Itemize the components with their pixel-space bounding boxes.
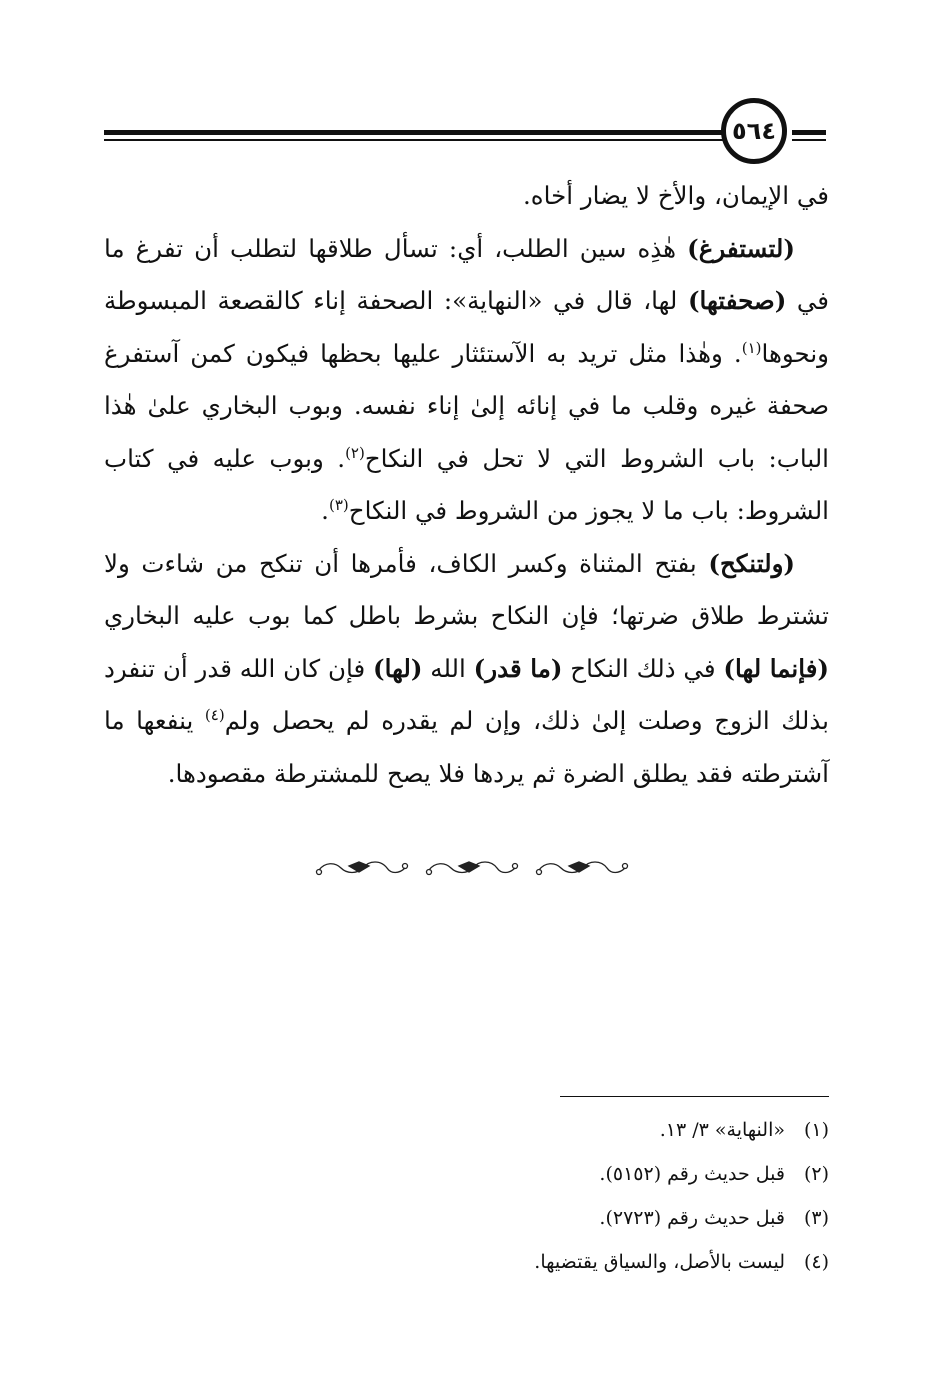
text-run: الله bbox=[422, 653, 474, 683]
paragraph bbox=[104, 538, 829, 801]
footnote-reference: (٣) bbox=[328, 495, 349, 514]
text-run: فإن كان الله قدر أن تنفرد بذلك الزوج وصلت إلىٰ ذلك، وإن لم يقدره لم يحصل ولم bbox=[104, 653, 829, 735]
paragraph bbox=[104, 223, 829, 538]
paragraph bbox=[104, 170, 829, 223]
header-rule-thick bbox=[104, 130, 729, 135]
bold-term: (صحفتها) bbox=[687, 286, 787, 315]
header-rule-thin bbox=[104, 139, 729, 141]
footnote-text: قبل حديث رقم (٥١٥٢). bbox=[599, 1163, 785, 1185]
text-run: بفتح المثناة وكسر الكاف، فأمرها أن تنكح من شاءت ولا تشترط طلاق ضرتها؛ فإن النكاح بشرط باطل كما بوب عليه البخاري bbox=[104, 548, 829, 630]
footnote-number: (٤) bbox=[803, 1251, 829, 1273]
page-number: ٥٦٤ bbox=[721, 98, 787, 164]
text-run: . وهٰذا مثل تريد به الآستئثار عليها بحظها فيكون كمن آستفرغ صحفة غيره وقلب ما في إنائه إلىٰ إناء نفسه. وبوب البخاري علىٰ هٰذا الباب: باب الشروط التي لا تحل في النكاح bbox=[104, 338, 829, 473]
footnote bbox=[300, 1152, 829, 1196]
footnote-reference: (٤) bbox=[204, 705, 225, 724]
footnote bbox=[300, 1108, 829, 1152]
bold-term: (ولتنكح) bbox=[708, 548, 795, 578]
footnote-number: (٣) bbox=[803, 1207, 829, 1229]
text-run: ينفعها ما آشترطته فقد يطلق الضرة ثم يردها فلا يصح للمشترطة مقصودها. bbox=[104, 706, 829, 788]
text-run: في ذلك النكاح bbox=[562, 653, 724, 683]
footnote-separator bbox=[560, 1096, 829, 1097]
footnote bbox=[300, 1240, 829, 1284]
footnote bbox=[300, 1196, 829, 1240]
text-run: . bbox=[321, 496, 329, 525]
text-run: هٰذِه سين الطلب، أي: تسأل طلاقها لتطلب أن تفرغ ما في bbox=[104, 233, 830, 315]
text-run: في الإيمان، والأخ لا يضار أخاه. bbox=[523, 181, 829, 210]
footnote-reference: (١) bbox=[741, 338, 762, 357]
footnote-text: «النهاية» ٣/ ١٣. bbox=[659, 1119, 785, 1141]
bold-term: (فإنما لها) bbox=[723, 653, 829, 683]
bold-term: (لتستفرغ) bbox=[687, 233, 795, 263]
header-rule-tail-thin bbox=[792, 139, 826, 141]
page-header bbox=[0, 96, 946, 176]
bold-term: (لها) bbox=[373, 653, 423, 683]
header-rule-tail-thick bbox=[792, 130, 826, 135]
text-run: . وبوب عليه في كتاب الشروط: باب ما لا يجوز من الشروط في النكاح bbox=[104, 443, 829, 525]
footnotes bbox=[300, 1108, 829, 1284]
footnote-number: (٢) bbox=[803, 1163, 829, 1185]
text-run: لها، قال في «النهاية»: الصحفة إناء كالقصعة المبسوطة ونحوها bbox=[104, 286, 829, 368]
footnote-reference: (٢) bbox=[345, 443, 365, 462]
footnote-text: ليست بالأصل، والسياق يقتضيها. bbox=[534, 1251, 785, 1273]
footnote-number: (١) bbox=[803, 1119, 829, 1141]
bold-term: (ما قدر) bbox=[473, 653, 563, 683]
section-divider-ornament-icon bbox=[313, 854, 633, 884]
footnote-text: قبل حديث رقم (٢٧٢٣). bbox=[599, 1207, 785, 1229]
body-text bbox=[104, 170, 829, 800]
